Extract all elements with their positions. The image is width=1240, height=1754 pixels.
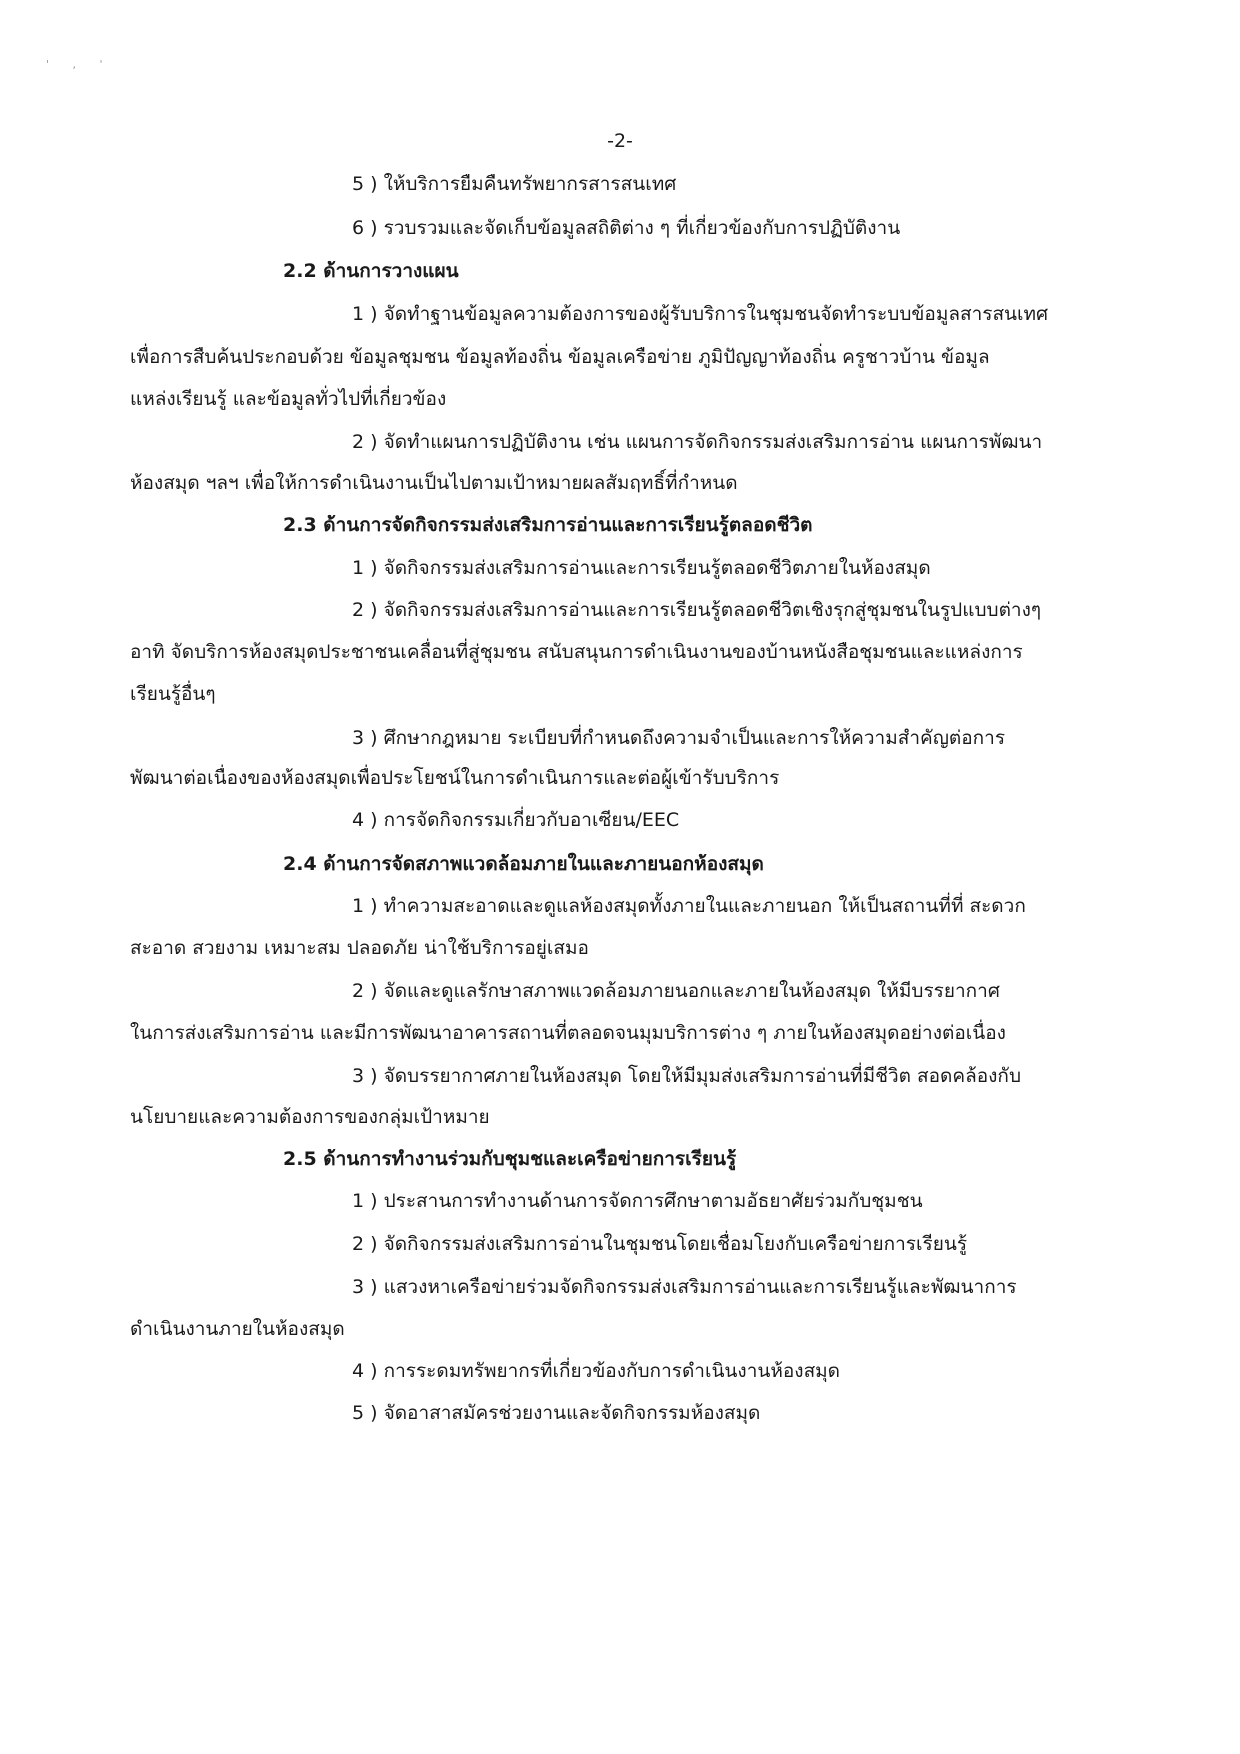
- item-2-3-3-cont: พัฒนาต่อเนื่องของห้องสมุดเพื่อประโยชน์ในการดำเนินการและต่อผู้เข้ารับบริการ: [130, 767, 780, 789]
- item-2-4-2-cont: ในการส่งเสริมการอ่าน และมีการพัฒนาอาคารสถานที่ตลอดจนมุมบริการต่าง ๆ ภายในห้องสมุดอย่างต่อเนื่อง: [130, 1022, 1006, 1044]
- item-2-1-5: 5 ) ให้บริการยืมคืนทรัพยากรสารสนเทศ: [352, 173, 677, 195]
- item-2-2-1-cont-2: แหล่งเรียนรู้ และข้อมูลทั่วไปที่เกี่ยวข้อง: [130, 388, 447, 410]
- item-2-4-3-cont: นโยบายและความต้องการของกลุ่มเป้าหมาย: [130, 1106, 490, 1128]
- item-2-5-5: 5 ) จัดอาสาสมัครช่วยงานและจัดกิจกรรมห้องสมุด: [352, 1402, 761, 1424]
- item-2-3-2-cont-2: เรียนรู้อื่นๆ: [130, 683, 216, 705]
- item-2-1-6: 6 ) รวบรวมและจัดเก็บข้อมูลสถิติต่าง ๆ ที่เกี่ยวข้องกับการปฏิบัติงาน: [352, 217, 901, 239]
- item-2-2-2: 2 ) จัดทำแผนการปฏิบัติงาน เช่น แผนการจัดกิจกรรมส่งเสริมการอ่าน แผนการพัฒนา: [352, 431, 1043, 453]
- page-number: -2-: [607, 130, 633, 152]
- item-2-2-1: 1 ) จัดทำฐานข้อมูลความต้องการของผู้รับบริการในชุมชนจัดทำระบบข้อมูลสารสนเทศ: [352, 303, 1049, 325]
- item-2-4-1-cont: สะอาด สวยงาม เหมาะสม ปลอดภัย น่าใช้บริการอยู่เสมอ: [130, 937, 589, 959]
- item-2-5-1: 1 ) ประสานการทำงานด้านการจัดการศึกษาตามอัธยาศัยร่วมกับชุมชน: [352, 1190, 923, 1212]
- item-2-5-3-cont: ดำเนินงานภายในห้องสมุด: [130, 1318, 345, 1340]
- section-heading-2-5: 2.5 ด้านการทำงานร่วมกับชุมชและเครือข่ายการเรียนรู้: [283, 1148, 737, 1170]
- section-heading-2-4: 2.4 ด้านการจัดสภาพแวดล้อมภายในและภายนอกห้องสมุด: [283, 853, 764, 875]
- section-heading-2-2: 2.2 ด้านการวางแผน: [283, 260, 459, 282]
- item-2-5-3: 3 ) แสวงหาเครือข่ายร่วมจัดกิจกรรมส่งเสริมการอ่านและการเรียนรู้และพัฒนาการ: [352, 1276, 1017, 1298]
- item-2-4-3: 3 ) จัดบรรยากาศภายในห้องสมุด โดยให้มีมุมส่งเสริมการอ่านที่มีชีวิต สอดคล้องกับ: [352, 1065, 1021, 1087]
- item-2-2-1-cont-1: เพื่อการสืบค้นประกอบด้วย ข้อมูลชุมชน ข้อมูลท้องถิ่น ข้อมูลเครือข่าย ภูมิปัญญาท้องถิ่น ครูชาวบ้าน ข้อมูล: [130, 346, 990, 368]
- item-2-4-1: 1 ) ทำความสะอาดและดูแลห้องสมุดทั้งภายในและภายนอก ให้เป็นสถานที่ที่ สะดวก: [352, 895, 1026, 917]
- item-2-3-4: 4 ) การจัดกิจกรรมเกี่ยวกับอาเซียน/EEC: [352, 809, 680, 831]
- item-2-4-2: 2 ) จัดและดูแลรักษาสภาพแวดล้อมภายนอกและภายในห้องสมุด ให้มีบรรยากาศ: [352, 980, 1000, 1002]
- item-2-3-3: 3 ) ศึกษากฎหมาย ระเบียบที่กำหนดถึงความจำเป็นและการให้ความสำคัญต่อการ: [352, 727, 1006, 749]
- item-2-2-2-cont: ห้องสมุด ฯลฯ เพื่อให้การดำเนินงานเป็นไปตามเป้าหมายผลสัมฤทธิ์ที่กำหนด: [130, 472, 738, 494]
- item-2-3-2: 2 ) จัดกิจกรรมส่งเสริมการอ่านและการเรียนรู้ตลอดชีวิตเชิงรุกสู่ชุมชนในรูปแบบต่างๆ: [352, 599, 1042, 621]
- scan-marks: ' , ': [46, 58, 113, 71]
- item-2-5-4: 4 ) การระดมทรัพยากรที่เกี่ยวข้องกับการดำเนินงานห้องสมุด: [352, 1360, 841, 1382]
- item-2-3-1: 1 ) จัดกิจกรรมส่งเสริมการอ่านและการเรียนรู้ตลอดชีวิตภายในห้องสมุด: [352, 557, 931, 579]
- item-2-5-2: 2 ) จัดกิจกรรมส่งเสริมการอ่านในชุมชนโดยเชื่อมโยงกับเครือข่ายการเรียนรู้: [352, 1233, 968, 1255]
- section-heading-2-3: 2.3 ด้านการจัดกิจกรรมส่งเสริมการอ่านและการเรียนรู้ตลอดชีวิต: [283, 514, 813, 536]
- item-2-3-2-cont-1: อาทิ จัดบริการห้องสมุดประชาชนเคลื่อนที่สู่ชุมชน สนับสนุนการดำเนินงานของบ้านหนังสือชุมชนและแหล่งการ: [130, 641, 1023, 663]
